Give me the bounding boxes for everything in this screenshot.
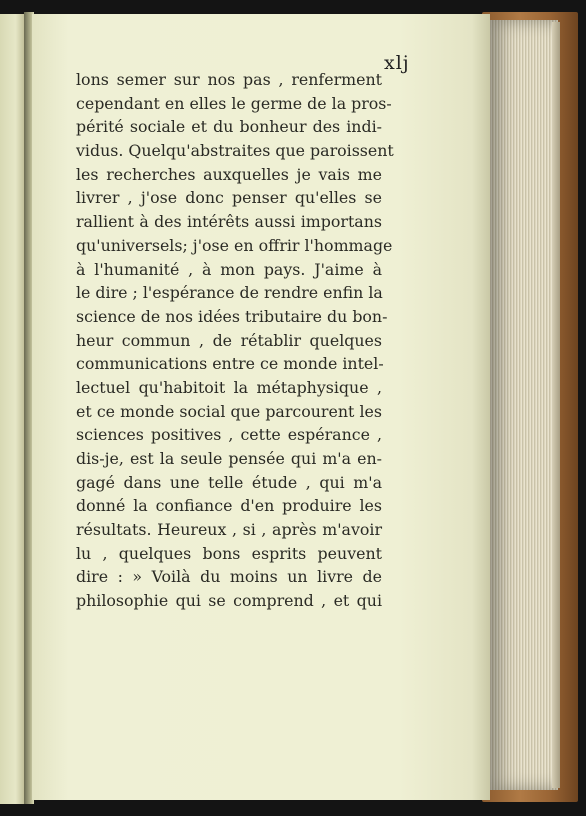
text-line: dis-je, est la seule pensée qui m'a en- <box>76 449 382 468</box>
text-line: à l'humanité , à mon pays. J'aime à <box>76 259 382 279</box>
text-line: résultats. Heureux , si , après m'avoir <box>76 520 382 540</box>
page-edges-outer <box>552 22 560 788</box>
text-line: lons semer sur nos pas , renferment <box>76 70 382 89</box>
text-line: cependant en elles le germe de la pros- <box>76 93 392 113</box>
text-line: le dire ; l'espérance de rendre enfin la <box>76 283 383 303</box>
page-text <box>76 68 394 613</box>
left-page-edge <box>0 14 26 804</box>
text-line: heur commun , de rétablir quelques <box>76 330 382 350</box>
text-line: science de nos idées tributaire du bon- <box>76 306 388 326</box>
text-line: livrer , j'ose donc penser qu'elles se <box>76 188 382 208</box>
text-line: vidus. Quelqu'abstraites que paroissent <box>76 141 394 161</box>
text-line: qu'universels; j'ose en offrir l'hommage <box>76 235 393 255</box>
text-line: gagé dans une telle étude , qui m'a <box>76 472 382 492</box>
text-line: rallient à des intérêts aussi importans <box>76 212 382 232</box>
page-number: xlj <box>384 52 410 74</box>
text-line: lu , quelques bons esprits peuvent <box>76 543 382 563</box>
text-line: philosophie qui se comprend , et qui <box>76 591 382 611</box>
text-line: lectuel qu'habitoit la métaphysique , <box>76 377 382 397</box>
text-line: sciences positives , cette espérance , <box>76 425 382 445</box>
text-line: et ce monde social que parcourent les <box>76 401 382 421</box>
page-edges <box>488 20 558 790</box>
text-line: dire : » Voilà du moins un livre de <box>76 567 382 587</box>
text-line: donné la confiance d'en produire les <box>76 496 382 516</box>
text-line: périté sociale et du bonheur des indi- <box>76 117 382 137</box>
text-line: communications entre ce monde intel- <box>76 354 384 374</box>
text-line: les recherches auxquelles je vais me <box>76 164 382 184</box>
